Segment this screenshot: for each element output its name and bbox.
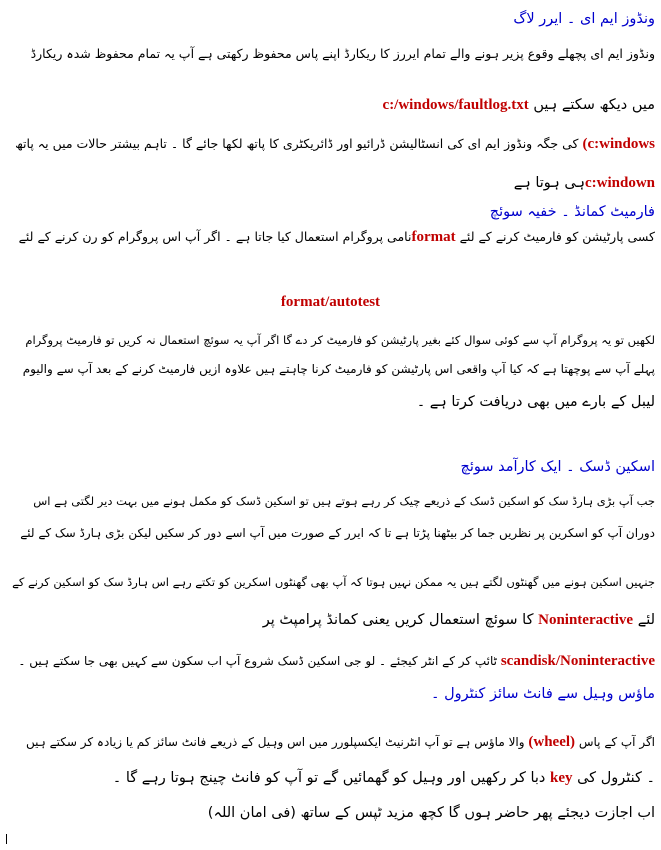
text-line: ونڈوز ایم ای پچھلے وقوع پزیر ہونے والے تمام ایررز کا ریکارڈ اپنے پاس محفوظ رکھتی ہے آپ یہ تمام محفوظ شدہ ریکارڈ	[30, 46, 655, 61]
term-key: key	[549, 770, 573, 786]
heading-scandisk: اسکین ڈسک ۔ ایک کارآمد سوئچ	[460, 459, 655, 475]
path-windows: (c:windows	[582, 136, 655, 152]
text-line: لکھیں تو یہ پروگرام آپ سے کوئی سوال کئے بغیر پارٹیشن کو فارمیٹ کر دے گا اگر آپ یہ سوئچ استعمال نہ کریں تو فارمیٹ پروگرام	[25, 333, 655, 347]
text-line: اب اجازت دیجئے پھر حاضر ہوں گا کچھ مزید ٹپس کے ساتھ (فی امان اللہ)	[207, 805, 655, 821]
term-wheel: (wheel)	[528, 734, 576, 750]
text-line: scandisk/Noninteractive ٹائپ کر کے انٹر کیجئے ۔ لو جی اسکین ڈسک شروع آپ اب سکون سے کہیں بھی جا سکتے ہیں ۔	[18, 653, 655, 669]
path-faultlog: c:/windows/faultlog.txt	[382, 97, 529, 113]
heading-format-switch: فارمیٹ کمانڈ ۔ خفیہ سوئچ	[489, 204, 655, 220]
cmd-format: format	[411, 229, 456, 245]
text-line: جنہیں اسکین ہونے میں گھنٹوں لگتے ہیں یہ ممکن نہیں ہوتا کہ آپ بھی گھنٹوں اسکرین کو تکتے رہے اس ہارڈ سک کو اسکین کرنے کے	[12, 575, 655, 589]
text-line: جب آپ بڑی ہارڈ سک کو اسکین ڈسک کے ذریعے چیک کر رہے ہوتے ہیں تو اسکین ڈسک کو مکمل ہونے میں بہت دیر لگتی ہے اس	[33, 494, 655, 508]
text-line: لیبل کے بارے میں بھی دریافت کرتا ہے ۔	[416, 394, 655, 410]
switch-noninteractive: Noninteractive	[538, 612, 634, 628]
cmd-scandisk: scandisk/Noninteractive	[500, 653, 655, 669]
text-line: دوران آپ کو اسکرین پر نظریں جما کر بیٹھنا پڑتا ہے تا کہ ایرر کے صورت میں آپ اسے دور کر سکیں لیکن بڑی ہارڈ سک کے لئے	[20, 526, 655, 540]
text-line: کسی پارٹیشن کو فارمیٹ کرنے کے لئے formatنامی پروگرام استعمال کیا جاتا ہے ۔ اگر آپ اس پروگرام کو رن کرنے کے لئے	[18, 229, 655, 245]
text-line: (c:windows کی جگہ ونڈوز ایم ای کی انسٹالیشن ڈرائیو اور ڈائریکٹری کا پاتھ لکھا جائے گا ۔ تاہم بیشتر حالات میں یہ پاتھ	[15, 136, 655, 152]
text-line: پہلے آپ سے پوچھتا ہے کہ کیا آپ واقعی اس پارٹیشن کو فارمیٹ کرنا چاہتے ہیں علاوہ ازیں فارمیٹ کرنے کے بعد آپ سے والیوم	[22, 362, 655, 376]
heading-error-log: ونڈوز ایم ای ۔ ایرر لاگ	[513, 11, 655, 27]
text-line: میں دیکھ سکتے ہیں c:/windows/faultlog.txt	[382, 97, 655, 113]
text-line	[0, 291, 661, 315]
text-line: لئے Noninteractive کا سوئچ استعمال کریں یعنی کمانڈ پرامپٹ پر	[262, 612, 655, 628]
text-line: اگر آپ کے پاس (wheel) والا ماؤس ہے تو آپ انٹرنیٹ ایکسپلورر میں اس وہیل کے ذریعے فانٹ سائز کم یا زیادہ کر سکتے ہیں	[26, 734, 655, 750]
path-windown: c:windown	[584, 175, 655, 191]
text-line: c:windownہی ہوتا ہے	[513, 175, 655, 191]
cmd-format-autotest: format/autotest	[280, 294, 381, 310]
page-edge-mark	[6, 834, 7, 844]
heading-mouse-wheel: ماؤس وہیل سے فانٹ سائز کنٹرول ۔	[431, 686, 655, 702]
text-line: ۔ کنٹرول کی key دبا کر رکھیں اور وہیل کو گھمائیں گے تو آپ کو فانٹ چینج ہوتا رہے گا ۔	[112, 770, 655, 786]
